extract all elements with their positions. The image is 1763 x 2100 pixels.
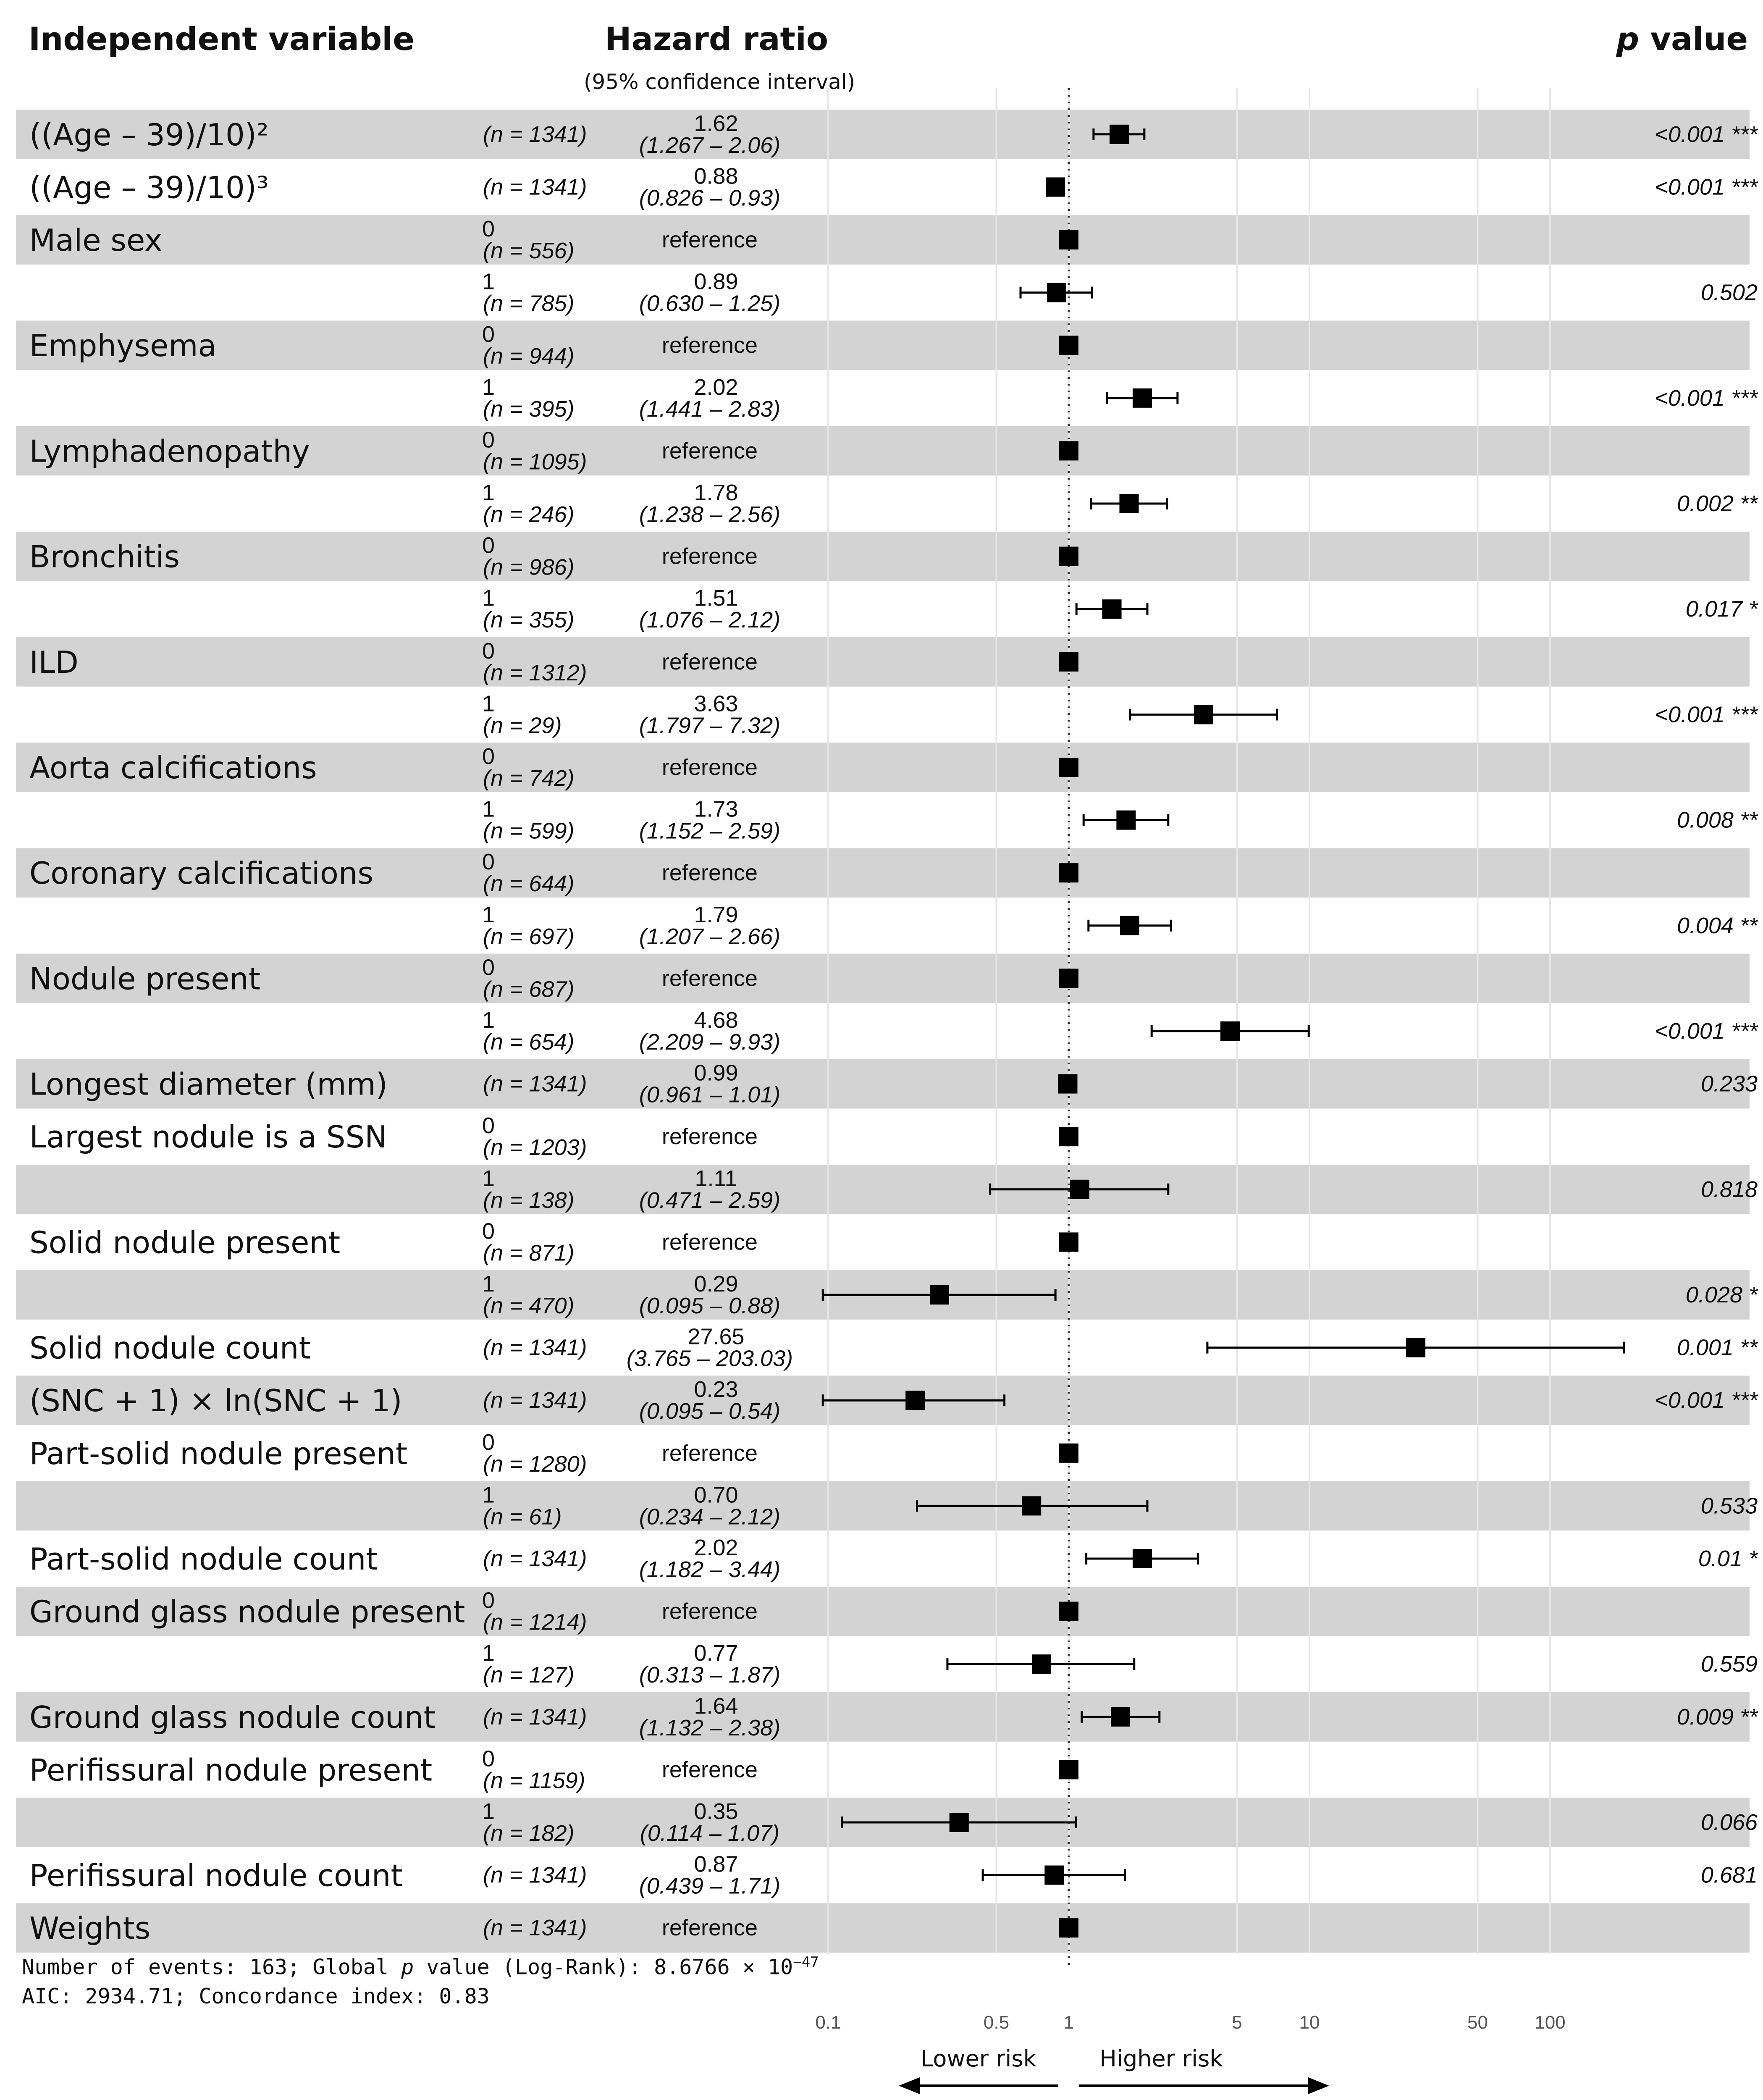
header-variable: Independent variable — [29, 20, 415, 58]
row-band — [16, 954, 1750, 1003]
row-level-label: 1 — [482, 691, 495, 717]
hazard-point — [1044, 1866, 1064, 1885]
hazard-point — [1194, 705, 1213, 724]
row-level-label: 0 — [482, 1746, 495, 1772]
hazard-point — [950, 1813, 969, 1832]
row-hr-value: 2.02 — [694, 1535, 738, 1560]
row-hr-value: 1.78 — [694, 480, 738, 505]
row-hr-value: 0.77 — [694, 1641, 738, 1666]
row-ci-label: (1.238 – 2.56) — [639, 502, 781, 527]
row-level-label: 0 — [482, 1588, 495, 1613]
row-variable-label: Nodule present — [29, 961, 261, 997]
row-reference-label: reference — [661, 755, 758, 780]
row-hr-value: 0.35 — [694, 1799, 738, 1824]
row-reference-label: reference — [661, 1757, 758, 1782]
row-hr-value: 0.29 — [694, 1271, 738, 1297]
footer-line-1 — [22, 1954, 819, 1979]
x-tick-label: 0.1 — [815, 2012, 841, 2033]
row-p-value: 0.004 ** — [1676, 913, 1758, 938]
hazard-point — [1120, 916, 1139, 935]
row-p-value: 0.028 * — [1685, 1282, 1758, 1307]
x-tick-label: 5 — [1232, 2012, 1242, 2033]
row-n-label: (n = 687) — [483, 976, 575, 1002]
row-hr-value: 0.70 — [694, 1482, 738, 1508]
row-n-label: (n = 944) — [483, 344, 575, 369]
hazard-point — [1059, 336, 1078, 355]
row-band — [16, 1165, 1750, 1214]
row-reference-label: reference — [661, 1124, 758, 1150]
row-level-label: 0 — [482, 1218, 495, 1244]
row-band — [16, 320, 1750, 370]
row-level-label: 1 — [482, 796, 495, 822]
row-hr-value: 3.63 — [694, 691, 738, 717]
row-hr-value: 1.62 — [694, 110, 738, 136]
row-level-label: 0 — [482, 638, 495, 664]
row-variable-label: Bronchitis — [29, 539, 180, 575]
row-p-value: 0.002 ** — [1676, 491, 1758, 516]
row-level-label: 1 — [482, 1482, 495, 1508]
row-level-label: 0 — [482, 216, 495, 242]
row-ci-label: (0.114 – 1.07) — [640, 1821, 780, 1846]
row-p-value: 0.533 — [1700, 1493, 1758, 1519]
hazard-point — [1133, 1549, 1152, 1568]
row-ci-label: (0.095 – 0.54) — [639, 1399, 781, 1424]
row-reference-label: reference — [661, 649, 758, 675]
hazard-point — [1110, 125, 1129, 144]
row-p-value: 0.009 ** — [1676, 1704, 1758, 1730]
row-n-label: (n = 654) — [483, 1029, 575, 1055]
row-ci-label: (1.441 – 2.83) — [639, 396, 781, 422]
hazard-point — [1059, 441, 1078, 460]
row-hr-value: 0.88 — [694, 163, 738, 189]
hazard-point — [1059, 1444, 1078, 1463]
hazard-point — [1059, 230, 1078, 249]
row-n-label: (n = 599) — [483, 818, 575, 844]
row-hr-value: 1.73 — [694, 796, 738, 822]
row-variable-label: Emphysema — [29, 328, 217, 364]
hazard-point — [1059, 652, 1078, 672]
row-hr-value: 1.51 — [694, 585, 738, 611]
row-p-value: 0.001 ** — [1676, 1335, 1758, 1360]
row-reference-label: reference — [661, 227, 758, 252]
row-p-value: <0.001 *** — [1655, 174, 1758, 200]
row-variable-label: Ground glass nodule present — [29, 1594, 465, 1630]
row-band — [16, 637, 1750, 687]
lower-risk-arrowhead — [899, 2077, 920, 2094]
row-ci-label: (0.471 – 2.59) — [639, 1187, 781, 1213]
row-p-value: 0.559 — [1700, 1651, 1758, 1677]
row-reference-label: reference — [661, 966, 758, 991]
row-n-label: (n = 1159) — [483, 1768, 585, 1793]
row-hr-value: 1.11 — [695, 1166, 737, 1191]
row-variable-label: ((Age – 39)/10)² — [29, 117, 269, 152]
row-bands — [16, 110, 1750, 1953]
row-band — [16, 532, 1750, 581]
row-ci-label: (1.267 – 2.06) — [639, 132, 781, 158]
hazard-point — [1119, 494, 1139, 513]
row-p-value: 0.233 — [1700, 1071, 1758, 1097]
row-ci-label: (1.797 – 7.32) — [639, 713, 781, 738]
row-variable-label: Coronary calcifications — [29, 856, 374, 891]
row-n-label: (n = 1341) — [483, 1388, 587, 1413]
row-reference-label: reference — [661, 438, 758, 464]
hazard-point — [930, 1285, 949, 1305]
row-ci-label: (3.765 – 203.03) — [626, 1346, 793, 1371]
higher-risk-arrowhead — [1308, 2077, 1329, 2094]
hazard-point — [1032, 1654, 1051, 1674]
footer-line1-exp: −47 — [793, 1954, 819, 1971]
row-n-label: (n = 1214) — [483, 1609, 587, 1635]
row-ci-label: (1.152 – 2.59) — [639, 818, 781, 844]
row-n-label: (n = 1341) — [483, 1071, 587, 1097]
row-level-label: 0 — [482, 744, 495, 769]
row-level-label: 1 — [482, 1641, 495, 1666]
row-n-label: (n = 1341) — [483, 1915, 587, 1941]
row-hr-value: 0.99 — [694, 1060, 738, 1086]
row-ci-label: (0.313 – 1.87) — [639, 1662, 781, 1688]
row-ci-label: (1.182 – 3.44) — [639, 1557, 781, 1582]
row-ci-label: (0.234 – 2.12) — [639, 1504, 781, 1530]
row-n-label: (n = 127) — [483, 1662, 575, 1688]
hazard-point — [1059, 863, 1078, 882]
row-n-label: (n = 1341) — [483, 174, 587, 200]
row-variable-label: Weights — [29, 1911, 151, 1946]
x-tick-label: 0.5 — [983, 2012, 1010, 2033]
hazard-point — [1059, 547, 1078, 566]
row-n-label: (n = 871) — [483, 1240, 575, 1266]
row-band — [16, 215, 1750, 265]
row-level-label: 1 — [482, 374, 495, 400]
row-level-label: 0 — [482, 1429, 495, 1455]
header-hazard-ratio: Hazard ratio — [605, 20, 829, 58]
hazard-point — [1059, 1232, 1078, 1252]
footer-line1-p: p — [401, 1955, 414, 1979]
hazard-point — [1070, 1180, 1089, 1199]
x-tick-label: 50 — [1467, 2012, 1488, 2033]
row-n-label: (n = 1095) — [483, 449, 587, 475]
row-p-value: 0.818 — [1700, 1176, 1758, 1202]
row-level-label: 1 — [482, 585, 495, 611]
hazard-point — [1022, 1496, 1041, 1515]
row-ci-label: (0.961 – 1.01) — [639, 1082, 781, 1108]
header-p-italic: p — [1616, 20, 1639, 58]
row-n-label: (n = 1341) — [483, 1546, 587, 1571]
row-p-value: <0.001 *** — [1655, 1388, 1758, 1413]
row-variable-label: Aorta calcifications — [29, 750, 317, 785]
row-n-label: (n = 1341) — [483, 1704, 587, 1730]
footer-line1-a: Number of events: 163; Global — [22, 1955, 401, 1979]
row-hr-value: 0.89 — [694, 269, 738, 294]
row-n-label: (n = 29) — [483, 713, 562, 738]
row-n-label: (n = 138) — [483, 1187, 575, 1213]
hazard-point — [1058, 1074, 1077, 1094]
hazard-point — [1059, 969, 1078, 988]
hazard-point — [1133, 388, 1152, 408]
row-level-label: 1 — [482, 1008, 495, 1033]
row-variable-label: Part-solid nodule count — [29, 1541, 378, 1577]
hazard-point — [1059, 758, 1078, 777]
row-ci-label: (0.630 – 1.25) — [639, 291, 781, 316]
row-reference-label: reference — [661, 1440, 758, 1466]
lower-risk-label: Lower risk — [921, 2045, 1036, 2072]
row-ci-label: (0.439 – 1.71) — [639, 1873, 781, 1899]
row-n-label: (n = 395) — [483, 396, 575, 422]
hazard-point — [1111, 1707, 1130, 1727]
row-level-label: 1 — [482, 480, 495, 505]
row-level-label: 0 — [482, 427, 495, 453]
row-hr-value: 0.87 — [694, 1851, 738, 1877]
row-variable-label: Part-solid nodule present — [29, 1436, 408, 1471]
row-variable-label: ((Age – 39)/10)³ — [29, 170, 269, 205]
row-level-label: 0 — [482, 849, 495, 875]
hazard-point — [1102, 599, 1122, 619]
row-variable-label: Solid nodule count — [29, 1330, 311, 1366]
row-variable-label: (SNC + 1) × ln(SNC + 1) — [29, 1383, 402, 1419]
x-tick-label: 1 — [1063, 2012, 1074, 2033]
row-n-label: (n = 182) — [483, 1821, 575, 1846]
row-variable-label: Ground glass nodule count — [29, 1699, 436, 1735]
row-hr-value: 2.02 — [694, 374, 738, 400]
row-variable-label: Male sex — [29, 223, 163, 258]
row-level-label: 0 — [482, 955, 495, 980]
header-p-rest: value — [1639, 20, 1748, 58]
row-n-label: (n = 1280) — [483, 1451, 587, 1477]
row-ci-label: (1.207 – 2.66) — [639, 924, 781, 949]
row-ci-label: (1.076 – 2.12) — [639, 607, 781, 633]
row-n-label: (n = 1341) — [483, 1335, 587, 1360]
row-hr-value: 4.68 — [694, 1008, 738, 1033]
row-variable-label: Solid nodule present — [29, 1225, 341, 1260]
x-tick-label: 100 — [1535, 2012, 1566, 2033]
row-n-label: (n = 1341) — [483, 1862, 587, 1888]
row-level-label: 0 — [482, 322, 495, 347]
row-text — [29, 111, 1758, 1946]
row-n-label: (n = 697) — [483, 924, 575, 949]
row-n-label: (n = 470) — [483, 1293, 575, 1318]
row-variable-label: Perifissural nodule present — [29, 1752, 433, 1788]
row-ci-label: (1.132 – 2.38) — [639, 1715, 781, 1740]
row-n-label: (n = 355) — [483, 607, 575, 633]
row-level-label: 1 — [482, 1799, 495, 1824]
row-reference-label: reference — [661, 1229, 758, 1255]
row-variable-label: Largest nodule is a SSN — [29, 1119, 388, 1155]
row-p-value: <0.001 *** — [1655, 702, 1758, 727]
row-level-label: 1 — [482, 902, 495, 927]
row-p-value: <0.001 *** — [1655, 385, 1758, 411]
hazard-point — [905, 1391, 925, 1410]
row-n-label: (n = 556) — [483, 238, 575, 263]
header-ci-note: (95% confidence interval) — [584, 70, 855, 94]
row-reference-label: reference — [661, 333, 758, 358]
row-level-label: 1 — [482, 1271, 495, 1297]
row-p-value: 0.017 * — [1685, 596, 1758, 622]
row-hr-value: 1.64 — [694, 1693, 738, 1719]
higher-risk-label: Higher risk — [1099, 2045, 1223, 2072]
row-variable-label: Longest diameter (mm) — [29, 1066, 388, 1102]
row-n-label: (n = 644) — [483, 871, 575, 897]
row-reference-label: reference — [661, 543, 758, 569]
row-hr-value: 1.79 — [694, 902, 738, 927]
row-band — [16, 1481, 1750, 1531]
x-axis — [815, 2012, 1565, 2094]
hazard-point — [1059, 1602, 1078, 1621]
row-p-value: 0.502 — [1700, 280, 1758, 305]
row-p-value: 0.681 — [1700, 1862, 1758, 1888]
row-ci-label: (0.826 – 0.93) — [639, 185, 781, 211]
row-p-value: 0.01 * — [1698, 1546, 1758, 1571]
row-hr-value: 27.65 — [687, 1324, 745, 1349]
hazard-point — [1406, 1338, 1425, 1357]
row-n-label: (n = 742) — [483, 766, 575, 791]
row-variable-label: Lymphadenopathy — [29, 433, 310, 469]
row-level-label: 1 — [482, 1166, 495, 1191]
hazard-marks — [823, 125, 1624, 1937]
row-p-value: <0.001 *** — [1655, 1018, 1758, 1044]
row-n-label: (n = 246) — [483, 502, 575, 527]
footer-line1-b: value (Log-Rank): 8.6766 × 10 — [414, 1955, 793, 1979]
row-level-label: 0 — [482, 1113, 495, 1139]
x-tick-label: 10 — [1299, 2012, 1320, 2033]
row-hr-value: 0.23 — [694, 1377, 738, 1402]
hazard-point — [1116, 811, 1136, 830]
hazard-point — [1059, 1127, 1078, 1146]
row-n-label: (n = 61) — [483, 1504, 562, 1530]
row-n-label: (n = 1341) — [483, 121, 587, 147]
footer-line-2: AIC: 2934.71; Concordance index: 0.83 — [22, 1984, 490, 2008]
row-ci-label: (2.209 – 9.93) — [639, 1029, 781, 1055]
row-n-label: (n = 1203) — [483, 1135, 587, 1160]
hazard-point — [1047, 283, 1066, 302]
row-level-label: 1 — [482, 269, 495, 294]
hazard-point — [1046, 177, 1065, 197]
row-reference-label: reference — [661, 1915, 758, 1941]
row-ci-label: (0.095 – 0.88) — [639, 1293, 781, 1318]
row-n-label: (n = 1312) — [483, 660, 587, 685]
row-band — [16, 110, 1750, 159]
row-p-value: 0.008 ** — [1676, 807, 1758, 833]
hazard-point — [1059, 1918, 1078, 1937]
hazard-point — [1220, 1021, 1240, 1041]
row-p-value: <0.001 *** — [1655, 121, 1758, 147]
row-variable-label: ILD — [29, 644, 79, 680]
row-level-label: 0 — [482, 533, 495, 558]
row-variable-label: Perifissural nodule count — [29, 1858, 403, 1893]
row-n-label: (n = 986) — [483, 554, 575, 580]
row-reference-label: reference — [661, 1599, 758, 1624]
row-reference-label: reference — [661, 860, 758, 886]
row-n-label: (n = 785) — [483, 291, 575, 316]
hazard-point — [1059, 1760, 1078, 1779]
row-band — [16, 1903, 1750, 1953]
row-p-value: 0.066 — [1700, 1810, 1758, 1835]
